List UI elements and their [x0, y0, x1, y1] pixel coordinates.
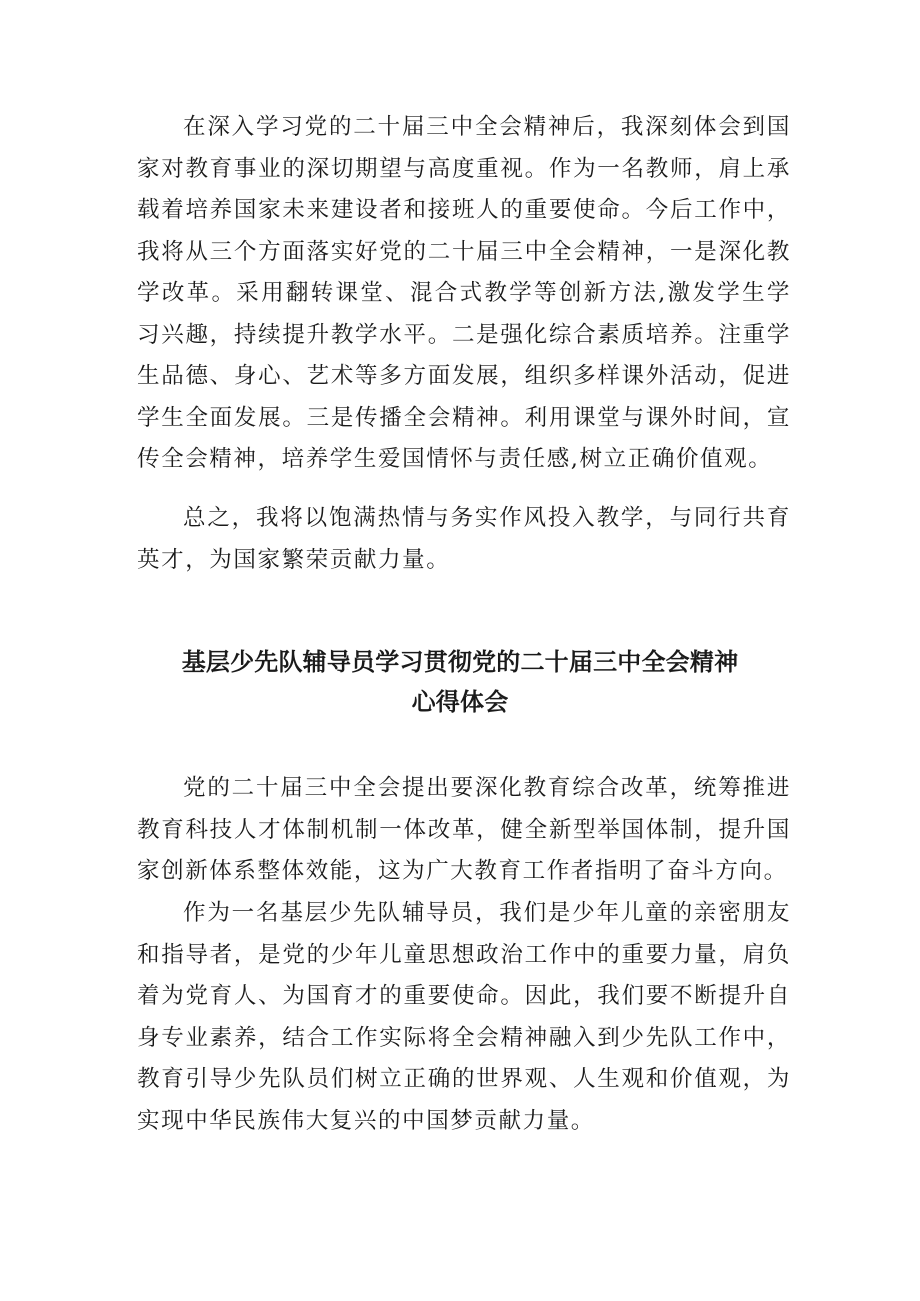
paragraph-pioneer-counselor: 作为一名基层少先队辅导员，我们是少年儿童的亲密朋友和指导者，是党的少年儿童思想政治工作中的重要力量，肩负着为党育人、为国育才的重要使命。因此，我们要不断提升自身专业素养，结合工作实际将全会精神融入到少先队工作中，教育引导少先队员们树立正确的世界观、人生观和价值观，为实现中华民族伟大复兴的中国梦贡献力量。 [137, 900, 791, 1134]
paragraph-teaching-reform: 在深入学习党的二十届三中全会精神后，我深刻体会到国家对教育事业的深切期望与高度重视。作为一名教师，肩上承载着培养国家未来建设者和接班人的重要使命。今后工作中，我将从三个方面落实好党的二十届三中全会精神，一是深化教学改革。采用翻转课堂、混合式教学等创新方法,激发学生学习兴趣，持续提升教学水平。二是强化综合素质培养。注重学生品德、身心、艺术等多方面发展，组织多样课外活动，促进学生全面发展。三是传播全会精神。利用课堂与课外时间，宣传全会精神，培养学生爱国情怀与责任感,树立正确价值观。 [137, 114, 791, 472]
paragraph-conclusion: 总之，我将以饱满热情与务实作风投入教学，与同行共育英才，为国家繁荣贡献力量。 [137, 505, 791, 573]
paragraph-plenary-reform: 党的二十届三中全会提出要深化教育综合改革，统筹推进教育科技人才体制机制一体改革，健全新型举国体制，提升国家创新体系整体效能，这为广大教育工作者指明了奋斗方向。 [137, 775, 791, 884]
section-title-line2: 心得体会 [411, 688, 509, 716]
section-title [0, 642, 920, 722]
section-title-line1: 基层少先队辅导员学习贯彻党的二十届三中全会精神 [181, 648, 739, 676]
